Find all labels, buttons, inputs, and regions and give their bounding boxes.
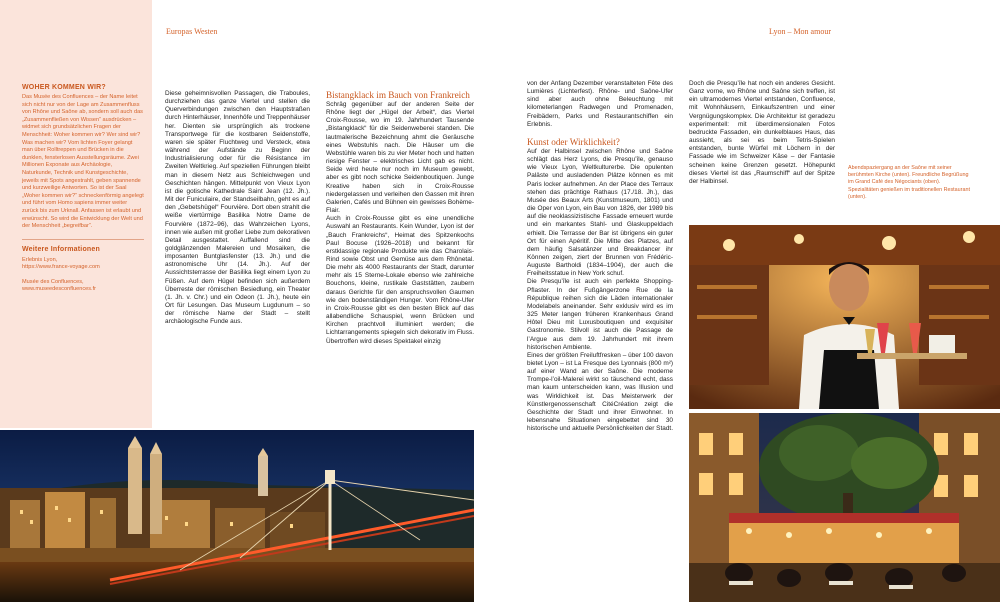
- column-1-text: Diese geheimnisvollen Passagen, die Traboules, durchziehen das ganze Viertel und stellen die Querverbindungen zwischen den Hauptstraßen durch Hinterhäuser, Innenhöfe und Treppenhäuser her. Dienten sie ursprünglich als trockene Transportwege für die kostbaren Seidenstoffe, waren sie später Fluchtweg und Versteck, etwa während der Aufstände zu Beginn der Industrialisierung oder für die Résistance im Zweiten Weltkrieg. Auf speziellen Führungen bleibt man in diesem Netz aus Schleichwegen und Geschichten hängen. Mittelpunkt von Vieux Lyon ist die gotische Kathedrale Saint Jean (12. Jh.). Mit der Funiculaire, der Standseilbahn, geht es auf den „Gebetshügel“ Fourvière. Dort oben strahlt die weiße viertürmige Basilika Notre Dame de Fourvière (1872–96), das Wahrzeichen Lyons, innen wie außen mit großer Liebe zum dekorativen Detail ausgestattet. Auffallend sind die goldglänzenden Malereien und Mosaiken, die imposanten Buntglasfenster (13. Jh.) und die astronomische Uhr (14. Jh.). Auf der Aussichtsterrasse der Basilika liegt einem Lyon zu Füßen. Auf dem Hügel befinden sich außerdem Überreste der römischen Besiedlung, ein Theater (1. Jh. v. Chr.) und ein Odeon (1. Jh.), heute ein Ort für Lesungen. Das Museum Lugdunum – so der römische Name der Stadt – stellt archäologische Funde aus.: [165, 90, 310, 326]
- column-2-text-2: Auch in Croix-Rousse gibt es eine unendliche Auswahl an Restaurants. Kein Wunder, Lyon ist der „Bauch Frankreichs“, Heimat des Spitzenkochs Paul Bocuse (1926–2018) und bekannt für erstklassige regionale Produkte wie das Charolais-Rind sowie Obst und Gemüse aus dem Rhônetal. Die mehr als 4000 Restaurants der Stadt, darunter mehr als 15 Sterne-Lokale ebenso wie zahlreiche Bouchons, kleine, rustikale Gaststätten, zaubern daraus Gerichte für den anspruchsvollen Gaumen wie den bodenständigen Hunger. Vom Rhône-Ufer in Croix-Rousse gibt es den besten Blick auf das allabendliche Schauspiel, wenn Brücken und Kirchen prachtvoll illuminiert werden; die Lichtarrangements spiegeln sich dekorativ im Fluss. Übertroffen wird dieses Spektakel einzig: [326, 215, 474, 345]
- column-2: [326, 90, 474, 346]
- info-line-1: Erlebnis Lyon,: [22, 256, 58, 263]
- column-3-text-4: Eines der größten Freiluftfresken – über 100 davon bietet Lyon – ist La Fresque des Lyonnais (800 m²) auf einer Wand an der Saône. Die moderne Trompe-l’oil-Malerei wirkt so täuschend echt, dass man kaum unterscheiden kann, was Illusion und was Wirklichkeit ist. Das Meisterwerk der Künstlergenossenschaft CitéCréation zeigt die Geschichte der Stadt und ihrer Einwohner. In lebensnahe Situationen eingebettet sind 30 historische und aktuelle Persönlichkeiten der Stadt.: [527, 351, 674, 433]
- column-3-text-3: Die Presqu’île ist auch ein perfekte Shopping-Pflaster. In der Fußgängerzone Rue de la République reihen sich die Läden internationaler Modelabels aneinander. Sehr exklusiv wird es im 325 Meter langen früheren Krankenhaus Grand Hôtel Dieu mit Luxusboutiquen und exquisiter Gastronomie. Stilvoll ist auch die Passage de l’Argue aus dem 19. Jahrhundert mit ihrem historischen Ambiente.: [527, 278, 673, 351]
- column-3: [527, 80, 673, 433]
- restaurant-terrace-photo: [689, 413, 1000, 602]
- divider: [22, 239, 144, 240]
- cafe-waiter-photo: [689, 225, 1000, 409]
- running-header-left: Europas Westen: [166, 27, 218, 36]
- info-title: Weitere Informationen: [22, 245, 100, 253]
- column-2-text-1: Schräg gegenüber auf der anderen Seite der Rhône liegt der „Hügel der Arbeit“, das Viertel Croix-Rousse, wo im 19. Jahrhundert Tausende „Bistangklack“ für die Seidenweberei standen. Die lautmalerische Bezeichnung ahmt die Geräusche eines Webstuhls nach. Die Häuser um die Webstühle waren bis zu vier Meter hoch und hatten riesige Fenster – elektrisches Licht gab es nicht. Seide wird heute nur noch im Museum gewebt, aber es gibt noch schicke Seidenboutiquen. Junge Kreative haben sich in Croix-Rousse niedergelassen und verleihen den Gassen mit ihren Galerien, Cafés und Bühnen ein gewisses Bohème-Flair.: [326, 101, 474, 215]
- sidebar-title: WOHER KOMMEN WIR?: [22, 84, 106, 91]
- section-heading-kunst: Kunst oder Wirklichkeit?: [527, 136, 620, 147]
- lyon-night-photo: [0, 430, 474, 602]
- info-line-2: Musée des Confluences,: [22, 278, 84, 285]
- sidebar-text: Das Musée des Confluences – der Name leitet sich nicht nur von der Lage am Zusammenfluss von Rhône und Saône ab, sondern soll auch das „Zusammenfließen von Wissen“ ausdrücken – widmet sich grundsätzlichen Fragen der Menschheit: Woher kommen wir? Wer sind wir? Was machen wir? Vom lichten Foyer gelangt man über Rolltreppen und Brücken in die dunklen, fensterlosen Ausstellungsräume. Zwei Millionen Exponate aus Archäologie, Naturkunde, Technik und Kunstgeschichte, jeweils mit Spots angestrahlt, geben spannende und kurzweilige Antworten. So ist der Saal „Woher kommen wir?“ schneckenförmig angelegt und führt vom Homo sapiens immer weiter zurück bis zum Urknall. Anfassen ist erlaubt und erwünscht. So wird die Entwicklung der Welt und der Menschheit „begreifbar“.: [22, 94, 144, 230]
- column-3-text-2: Auf der Halbinsel zwischen Rhône und Saône schlägt das Herz Lyons, die Presqu’île, genauso wie Vieux Lyon, Weltkulturerbe. Die opulenten Paläste und ausladenden Plätze können es mit Paris locker aufnehmen. An der Place des Terraux stehen das prächtige Rathaus (17./18. Jh.), das Musée des Beaux Arts (Kunstmuseum, 1801) und die Oper von Lyon, ein Bau von 1826, der 1989 bis auf die neoklassizistische Fassade erneuert wurde und ein markantes Stahl- und Glaskuppeldach erhielt. Die Terrasse der Bar ist übrigens ein guter Ort für einen Apéritif. Die Mitte des Platzes, auf dem häufig Salsatänzer und Breakdancer ihr Können zeigen, ziert der Brunnen von Frédéric-Auguste Bartholdi (1834–1904), der auch die Freiheitsstatue in New York schuf.: [527, 147, 673, 278]
- column-4-text: Doch die Presqu’île hat noch ein anderes Gesicht. Ganz vorne, wo Rhône und Saône sich treffen, ist ein ultramodernes Viertel entstanden, Confluence, mit Wohnhäusern, Einkaufszentren und einer Vergnügungskomplex. Die Architektur ist geradezu experimentell: mit überdimensionalen Fotos bedruckte Fassaden, ein dunkelblaues Haus, das aussieht, als sei es beim Tetris-Spielen entstanden, bunte Würfel mit Löchern in der Fassade wie im Schweizer Käse – der Fantasie scheinen keine Grenzen gesetzt. Höhepunkt dieses Viertel ist das „Raumschiff“ auf der Spitze der Halbinsel.: [689, 80, 835, 185]
- column-3-text-1: von der Anfang Dezember veranstalteten Fête des Lumières (Lichterfest). Rhône- und Saône-Ufer sind aber auch ohne Beleuchtung mit kilometerlangen Radwegen und Promenaden, Freibädern, Parks und Restaurantschiffen ein Erlebnis.: [527, 80, 673, 128]
- running-header-right: Lyon – Mon amour: [769, 27, 831, 36]
- info-link-2[interactable]: www.museedesconfluences.fr: [22, 286, 96, 293]
- photo-caption: Abendspaziergang an der Saône mit seiner berühmten Kirche (unten). Freundliche Begrüßung im Grand Café des Négociants (oben). Spezialitäten genießen im traditionellen Restaurant (unten).: [848, 165, 970, 200]
- info-link-1[interactable]: https://www.france-voyage.com: [22, 264, 100, 271]
- sidebar-box: [22, 84, 144, 294]
- section-heading-bistangklack: Bistangklack im Bauch von Frankreich: [326, 90, 470, 100]
